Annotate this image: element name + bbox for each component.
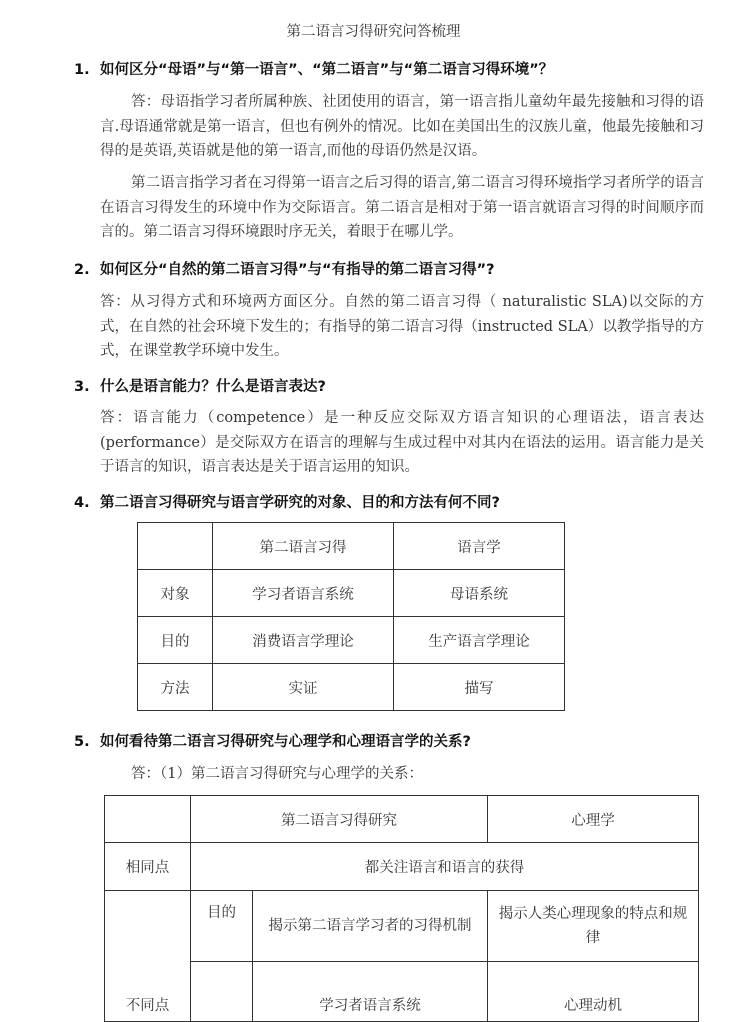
table-cell: 第二语言习得 bbox=[213, 523, 394, 570]
comparison-table-sla-psychology bbox=[104, 795, 699, 1022]
table-cell: 揭示第二语言学习者的习得机制 bbox=[253, 891, 488, 962]
table-cell: 实证 bbox=[213, 664, 394, 711]
table-header-row bbox=[138, 523, 565, 570]
question-text: 如何看待第二语言习得研究与心理学和心理语言学的关系? bbox=[100, 734, 471, 750]
question-text: 什么是语言能力？什么是语言表达? bbox=[100, 379, 326, 395]
table-cell: 生产语言学理论 bbox=[394, 617, 565, 664]
answer-paragraph: 答：从习得方式和环境两方面区分。自然的第二语言习得（ naturalistic SLA)以交际的方式，在自然的社会环境下发生的；有指导的第二语言习得（instructed SLA）以教学指导的方式，在课堂教学环境中发生。 bbox=[100, 294, 704, 359]
comparison-table-sla-linguistics bbox=[137, 522, 565, 711]
answer-paragraph: 答：母语指学习者所属种族、社团使用的语言，第一语言指儿童幼年最先接触和习得的语言.母语通常就是第一语言，但也有例外的情况。比如在美国出生的汉族儿童，他最先接触和习得的是英语,英语就是他的第一语言,而他的母语仍然是汉语。 bbox=[100, 94, 704, 159]
table-row bbox=[138, 570, 565, 617]
table-cell: 学习者语言系统 bbox=[253, 962, 488, 1022]
table-row bbox=[105, 962, 699, 1022]
question-number: 2. bbox=[74, 262, 90, 278]
table-cell: 学习者语言系统 bbox=[213, 570, 394, 617]
table-cell bbox=[105, 796, 191, 843]
question-4 bbox=[74, 491, 500, 512]
table-cell: 目的 bbox=[191, 891, 253, 962]
question-number: 1. bbox=[74, 62, 90, 78]
question-text: 如何区分“母语”与“第一语言”、“第二语言”与“第二语言习得环境”？ bbox=[100, 62, 554, 78]
table-cell: 心理动机 bbox=[488, 962, 699, 1022]
table-row bbox=[105, 843, 699, 891]
table-row bbox=[138, 617, 565, 664]
table-cell: 都关注语言和语言的获得 bbox=[191, 843, 699, 891]
answer-paragraph: 答：语言能力（competence）是一种反应交际双方语言知识的心理语法，语言表达(performance）是交际双方在语言的理解与生成过程中对其内在语法的运用。语言能力是关于语言的知识，语言表达是关于语言运用的知识。 bbox=[100, 410, 704, 475]
table-cell bbox=[191, 962, 253, 1022]
table-cell: 相同点 bbox=[105, 843, 191, 891]
question-5 bbox=[74, 730, 471, 751]
table-cell: 语言学 bbox=[394, 523, 565, 570]
table-cell bbox=[138, 523, 213, 570]
table-cell: 揭示人类心理现象的特点和规律 bbox=[488, 891, 699, 962]
question-number: 3. bbox=[74, 379, 90, 395]
table-row bbox=[105, 891, 699, 962]
question-number: 5. bbox=[74, 734, 90, 750]
table-cell: 消费语言学理论 bbox=[213, 617, 394, 664]
question-number: 4. bbox=[74, 495, 90, 511]
table-cell: 目的 bbox=[138, 617, 213, 664]
table-header-row bbox=[105, 796, 699, 843]
table-row bbox=[138, 664, 565, 711]
table-cell: 不同点 bbox=[105, 891, 191, 1022]
table-cell: 心理学 bbox=[488, 796, 699, 843]
document-title: 第二语言习得研究问答梳理 bbox=[286, 24, 461, 40]
table-cell: 对象 bbox=[138, 570, 213, 617]
question-text: 如何区分“自然的第二语言习得”与“有指导的第二语言习得”? bbox=[100, 262, 495, 278]
question-3 bbox=[74, 375, 326, 396]
answer-paragraph: 答：（1）第二语言习得研究与心理学的关系： bbox=[131, 766, 423, 782]
table-cell: 描写 bbox=[394, 664, 565, 711]
question-1 bbox=[74, 58, 553, 79]
table-cell: 母语系统 bbox=[394, 570, 565, 617]
table-cell: 第二语言习得研究 bbox=[191, 796, 488, 843]
question-text: 第二语言习得研究与语言学研究的对象、目的和方法有何不同? bbox=[100, 495, 500, 511]
table-cell: 方法 bbox=[138, 664, 213, 711]
question-2 bbox=[74, 258, 495, 279]
answer-paragraph: 第二语言指学习者在习得第一语言之后习得的语言,第二语言习得环境指学习者所学的语言在语言习得发生的环境中作为交际语言。第二语言是相对于第一语言就语言习得的时间顺序而言的。第二语言习得环境跟时序无关，着眼于在哪儿学。 bbox=[100, 175, 704, 240]
